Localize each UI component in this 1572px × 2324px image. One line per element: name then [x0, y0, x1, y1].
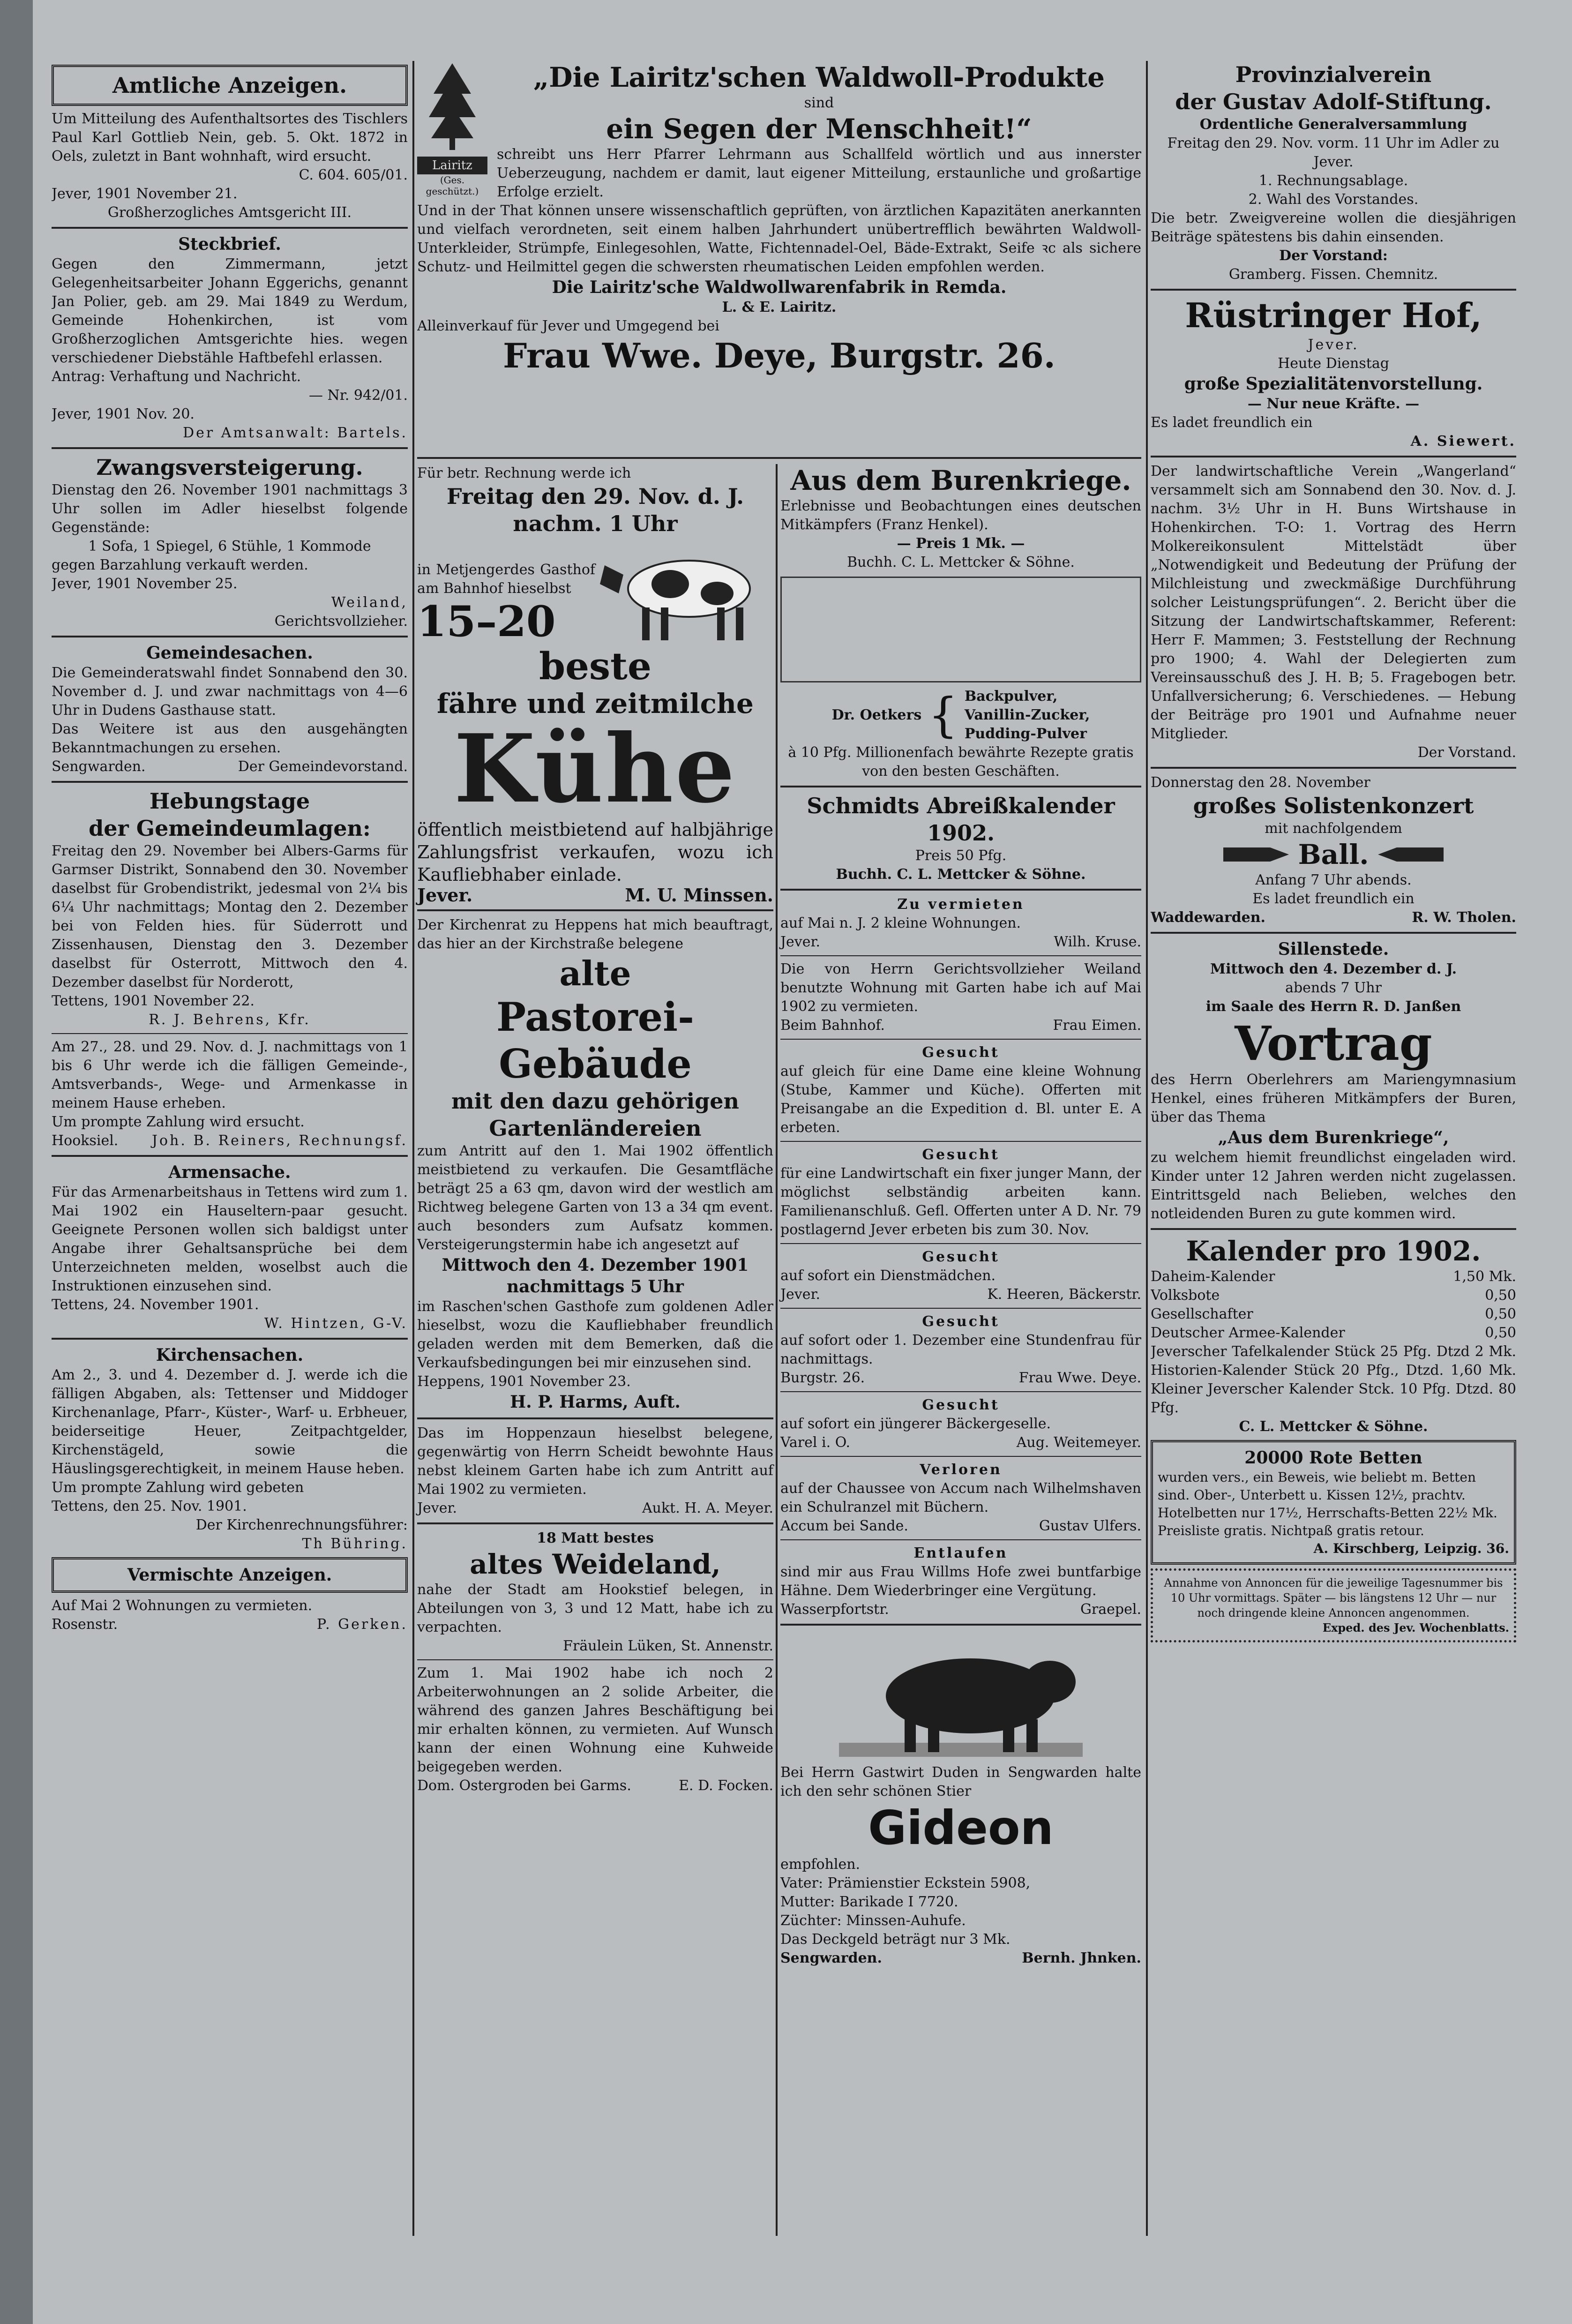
hof-place: Jever.	[1308, 337, 1359, 353]
amtliche-heading: Amtliche Anzeigen.	[112, 73, 347, 98]
pastorei-date: Mittwoch den 4. Dezember 1901	[442, 1255, 749, 1275]
prov-vorstand: Der Vorstand:	[1279, 247, 1388, 264]
ball-banner	[1151, 838, 1516, 871]
vermischt-sig: P. Gerken.	[316, 1616, 408, 1633]
gideon-sig: Bernh. Jhnken.	[1022, 1950, 1141, 1966]
classified-item	[780, 895, 1141, 956]
hebung-sig: R. J. Behrens, Kfr.	[149, 1012, 311, 1028]
hebung-date: Tettens, 1901 November 22.	[52, 993, 255, 1009]
pastorei-sig: H. P. Harms, Auft.	[510, 1392, 681, 1412]
pastorei-body: zum Antritt auf den 1. Mai 1902 öffentlich meistbietend zu verkaufen. Die Gesamtfläche beträgt 25 a 63 qm, davon wird der westlich am Richtweg belegene Garten von 13 a 34 qm event. auch besonders zum Aufsatz kommen. Versteigerungstermin habe ich angesetzt auf	[417, 1143, 773, 1253]
kirchen-heading: Kirchensachen.	[156, 1345, 304, 1365]
betten-sig: A. Kirschberg, Leipzig. 36.	[1313, 1541, 1509, 1556]
kuehe-word: Kühe	[454, 714, 737, 824]
gideon-mutter: Mutter: Barikade I 7720.	[780, 1894, 958, 1910]
lairitz-ad	[417, 61, 1141, 459]
kuehe-intro: Für betr. Rechnung werde ich	[417, 465, 631, 481]
lairitz-names: L. & E. Lairitz.	[722, 299, 837, 315]
oetker-name: Dr. Oetkers	[831, 707, 922, 723]
classified-place: Jever.	[780, 1286, 821, 1303]
kuehe-place: in Metjengerdes Gasthof am Bahnhof hieselbst	[417, 562, 595, 597]
classified-place: Beim Bahnhof.	[780, 1017, 885, 1034]
classified-place: Varel i. O.	[780, 1434, 851, 1451]
kalender-sig: C. L. Mettcker & Söhne.	[1239, 1418, 1428, 1435]
classified-item	[780, 1312, 1141, 1392]
prov-title3: Ordentliche Generalversammlung	[1199, 116, 1467, 133]
hof-kraefte: — Nur neue Kräfte. —	[1247, 396, 1420, 412]
kirche1-place: Hooksiel.	[52, 1132, 119, 1149]
aufenthalt-ref: C. 604. 605/01.	[299, 167, 408, 183]
classified-head: Verloren	[920, 1462, 1002, 1478]
gideon-intro: Bei Herrn Gastwirt Duden in Sengwarden halte ich den sehr schönen Stier	[780, 1764, 1141, 1799]
oetker-price: à 10 Pfg. Millionenfach bewährte Rezepte gratis von den besten Geschäften.	[788, 744, 1134, 780]
classified-item	[780, 960, 1141, 1040]
classified-head: Entlaufen	[913, 1545, 1008, 1561]
kirchen-date: Tettens, den 25. Nov. 1901.	[52, 1498, 247, 1514]
aufenthalt-sig: Großherzogliches Amtsgericht III.	[107, 204, 352, 221]
hoppenzaun-sig: Aukt. H. A. Meyer.	[642, 1500, 773, 1516]
hebung-heading1: Hebungstage	[149, 788, 310, 814]
kirche1-sig: Joh. B. Reiners, Rechnungsf.	[151, 1132, 408, 1149]
column-middle-left	[417, 464, 773, 1795]
pointing-hand-left-icon	[1378, 840, 1444, 869]
gemeinde-place: Sengwarden.	[52, 758, 146, 775]
gideon-place: Sengwarden.	[780, 1950, 882, 1966]
ball-time: Anfang 7 Uhr abends.	[1255, 872, 1412, 888]
bull-icon	[839, 1630, 1083, 1762]
classified-head: Gesucht	[922, 1044, 1000, 1061]
classified-list	[780, 895, 1141, 1626]
konzert-title: großes Solistenkonzert	[1193, 793, 1474, 818]
classified-sig: Gustav Ulfers.	[1039, 1518, 1141, 1534]
pastorei-sub2: Gartenländereien	[489, 1116, 702, 1141]
classified-body: auf sofort ein jüngerer Bäckergeselle.	[780, 1416, 1051, 1432]
prov-item-2: 2. Wahl des Vorstandes.	[1248, 191, 1419, 208]
zwang-tail: gegen Barzahlung verkauft werden.	[52, 557, 308, 573]
annahme-text: Annahme von Annoncen für die jeweilige Tagesnummer bis 10 Uhr vormittags. Später — bis längstens 12 Uhr — nur noch dringende kleine Annoncen angenommen.	[1164, 1576, 1503, 1619]
hebung-text: Freitag den 29. November bei Albers-Garms für Garmser Distrikt, Sonnabend den 30. November daselbst für Grobendistrikt, jedesmal von 2¼ bis 6¼ Uhr nachmittags; Montag den 2. Dezember bei von Felden hies. für Süderrott und Zissenhausen, Dienstag den 3. Dezember daselbst für Osterrott, Mittwoch den 4. Dezember daselbst für Norderott,	[52, 843, 408, 990]
abreiss-title: Schmidts Abreißkalender 1902.	[807, 793, 1115, 846]
classified-body: sind mir aus Frau Willms Hofe zwei buntfarbige Hähne. Dem Wiederbringer eine Vergütung.	[780, 1564, 1141, 1599]
weideland-title: altes Weideland,	[470, 1548, 721, 1580]
oetker-product-2: Vanillin-Zucker,	[964, 707, 1090, 723]
column-right	[1151, 61, 1516, 1646]
buren-body: Erlebnisse und Beobachtungen eines deutschen Mitkämpfers (Franz Henkel).	[780, 498, 1141, 533]
vortrag-body2: zu welchem hiemit freundlichst eingeladen wird. Kinder unter 12 Jahren werden nicht zugelassen. Eintrittsgeld nach Belieben, welches den notleidenden Buren zu gute kommen wird.	[1151, 1149, 1516, 1222]
kalender-item-price: 0,50	[1485, 1287, 1516, 1304]
lairitz-logo	[417, 61, 487, 197]
hof-lad: Es ladet freundlich ein	[1151, 414, 1313, 431]
vermischt-header-box	[52, 1557, 408, 1593]
classified-head: Zu vermieten	[897, 896, 1025, 913]
kalender-item-price: 0,50	[1485, 1325, 1516, 1341]
lairitz-body2: Und in der That können unsere wissenschaftlich geprüften, von ärztlichen Kapazitäten anerkannten und vielfach verordneten, seit einem halben Jahrhundert unübertrefflich bewährten Waldwoll-Unterkleider, Strümpfe, Einlegesohlen, Watte, Fichtennadel-Oel, Bäde-Extrakt, Seife ꝛc als sichere Schutz- und Heilmittel gegen die schwersten rheumatischen Leiden empfohlen werden.	[417, 202, 1141, 275]
gemeinde-sig: Der Gemeindevorstand.	[238, 758, 408, 775]
page-gutter	[0, 0, 33, 2324]
gideon-geld: Das Deckgeld beträgt nur 3 Mk.	[780, 1931, 1011, 1948]
vermischt-text: Auf Mai 2 Wohnungen zu vermieten.	[52, 1597, 313, 1614]
classified-head: Gesucht	[922, 1397, 1000, 1413]
classified-item	[780, 1461, 1141, 1540]
buren-price: — Preis 1 Mk. —	[897, 535, 1025, 552]
kalender-more: Jeverscher Tafelkalender Stück 25 Pfg. Dtzd 2 Mk. Historien-Kalender Stück 20 Pfg., Dtzd. 1,60 Mk. Kleiner Jeverscher Kalender Stck. 10 Pfg. Dtzd. 80 Pfg.	[1151, 1343, 1516, 1416]
ball-sig: R. W. Tholen.	[1412, 909, 1516, 926]
classified-head: Gesucht	[922, 1249, 1000, 1265]
kirchen-sig2: Th Bühring.	[302, 1536, 408, 1552]
classified-sig: Frau Wwe. Deye.	[1018, 1370, 1141, 1386]
lairitz-logo-sub: (Ges. geschützt.)	[426, 174, 479, 197]
kalender-item	[1151, 1286, 1516, 1305]
gemeinde-text2: Das Weitere ist aus den ausgehängten Bekanntmachungen zu ersehen.	[52, 721, 408, 756]
steckbrief-date: Jever, 1901 Nov. 20.	[52, 406, 195, 422]
betten-title: 20000 Rote Betten	[1244, 1448, 1422, 1468]
gideon-vater: Vater: Prämienstier Eckstein 5908,	[780, 1875, 1031, 1891]
lairitz-dealer: Frau Wwe. Deye, Burgstr. 26.	[503, 336, 1055, 375]
buren-seller: Buchh. C. L. Mettcker & Söhne.	[847, 554, 1075, 570]
zwang-heading: Zwangsversteigerung.	[96, 455, 363, 480]
annahme-notice	[1151, 1568, 1516, 1642]
kalender-item	[1151, 1324, 1516, 1342]
aufenthalt-text: Um Mitteilung des Aufenthaltsortes des Tischlers Paul Karl Gottlieb Nein, geb. 5. Okt. 1872 in Oels, zuletzt in Bant wohnhaft, wird ersucht.	[52, 111, 408, 165]
lairitz-fabrik: Die Lairitz'sche Waldwollwarenfabrik in Remda.	[552, 277, 1007, 297]
lairitz-head1: „Die Lairitz'schen Waldwoll-Produkte	[533, 61, 1105, 93]
classified-sig: K. Heeren, Bäckerstr.	[987, 1286, 1141, 1303]
vermischt-place: Rosenstr.	[52, 1616, 118, 1633]
gemeinde-heading: Gemeindesachen.	[146, 643, 313, 663]
classified-item	[780, 1146, 1141, 1244]
kuehe-time: nachm. 1 Uhr	[513, 511, 678, 536]
classified-item	[780, 1043, 1141, 1142]
kirchen-tail: Um prompte Zahlung wird gebeten	[52, 1479, 304, 1496]
kuehe-date: Freitag den 29. Nov. d. J.	[446, 484, 744, 509]
kalender-item-name: Volksbote	[1151, 1287, 1220, 1304]
prov-body2: Die betr. Zweigvereine wollen die diesjährigen Beiträge spätestens bis dahin einsenden.	[1151, 210, 1516, 245]
kuehe-place2: Jever.	[417, 885, 473, 906]
steckbrief-sig: Der Amtsanwalt: Bartels.	[183, 425, 408, 441]
tree-icon	[419, 61, 485, 155]
pastorei-dateline: Heppens, 1901 November 23.	[417, 1373, 631, 1390]
pastorei-intro: Der Kirchenrat zu Heppens hat mich beauftragt, das hier an der Kirchstraße belegene	[417, 917, 773, 952]
classified-item	[780, 1248, 1141, 1309]
hoppenzaun-body: Das im Hoppenzaun hieselbst belegene, gegenwärtig von Herrn Scheidt bewohnte Haus nebst kleinem Garten habe ich zum Antritt auf Mai 1902 zu vermieten.	[417, 1425, 773, 1498]
classified-body: auf Mai n. J. 2 kleine Wohnungen.	[780, 915, 1021, 931]
zwang-items: 1 Sofa, 1 Spiegel, 6 Stühle, 1 Kommode	[88, 538, 371, 555]
kalender-item-name: Gesellschafter	[1151, 1306, 1253, 1322]
kalender-item	[1151, 1305, 1516, 1324]
verein-sig: Der Vorstand.	[1417, 744, 1516, 761]
classified-place: Jever.	[780, 934, 821, 950]
cow-icon	[595, 537, 773, 645]
classified-sig: Aug. Weitemeyer.	[1016, 1434, 1141, 1451]
classified-sig: Wilh. Kruse.	[1054, 934, 1141, 950]
kalender-item	[1151, 1267, 1516, 1286]
pastorei-sub1: mit den dazu gehörigen	[451, 1088, 739, 1114]
column-rule-2	[776, 464, 778, 2236]
zwang-date: Jever, 1901 November 25.	[52, 576, 238, 592]
oetker-product-1: Backpulver,	[964, 688, 1058, 705]
lairitz-head-sind: sind	[804, 95, 834, 111]
prov-body: Freitag den 29. Nov. vorm. 11 Uhr im Adler zu Jever.	[1167, 135, 1500, 170]
lairitz-head2: ein Segen der Menschheit!“	[606, 113, 1032, 145]
pastorei-alte: alte	[559, 953, 631, 993]
hoppenzaun-place: Jever.	[417, 1500, 457, 1516]
ball-lad: Es ladet freundlich ein	[1252, 891, 1415, 907]
kalender-title: Kalender pro 1902.	[1186, 1235, 1481, 1267]
classified-sig: Graepel.	[1080, 1601, 1141, 1618]
classified-place: Accum bei Sande.	[780, 1518, 908, 1534]
vermischt-heading: Vermischte Anzeigen.	[127, 1565, 332, 1585]
classified-head: Gesucht	[922, 1147, 1000, 1163]
kalender-list	[1151, 1267, 1516, 1342]
konzert-date: Donnerstag den 28. November	[1151, 774, 1370, 791]
ball-place: Waddewarden.	[1151, 909, 1265, 926]
classified-head: Gesucht	[922, 1313, 1000, 1330]
gideon-zuechter: Züchter: Minssen-Auhufe.	[780, 1912, 966, 1929]
column-middle-right	[780, 464, 1141, 1968]
buren-title: Aus dem Burenkriege.	[790, 465, 1131, 496]
weideland-body: nahe der Stadt am Hookstief belegen, in Abteilungen von 3, 3 und 12 Matt, habe ich zu verpachten.	[417, 1582, 773, 1635]
kirche1-tail: Um prompte Zahlung wird ersucht.	[52, 1114, 305, 1130]
classified-body: Die von Herrn Gerichtsvollzieher Weiland benutzte Wohnung mit Garten habe ich auf Mai 1902 zu vermieten.	[780, 961, 1141, 1015]
classified-sig: Frau Eimen.	[1053, 1017, 1141, 1034]
classified-place: Wasserpfortstr.	[780, 1601, 889, 1618]
prov-names: Gramberg. Fissen. Chemnitz.	[1228, 266, 1438, 283]
weideland-sig: Fräulein Lüken, St. Annenstr.	[563, 1638, 773, 1654]
prov-title2: der Gustav Adolf-Stiftung.	[1175, 89, 1492, 114]
abreiss-price: Preis 50 Pfg.	[915, 847, 1007, 864]
kalender-item-price: 1,50 Mk.	[1453, 1268, 1516, 1285]
armen-text: Für das Armenarbeitshaus in Tettens wird zum 1. Mai 1902 ein Hauseltern-paar gesucht. Geeignete Personen wollen sich baldigst unter Angabe ihrer Gehaltsansprüche bei dem Unterzeichneten melden, woselbst auch die Instruktionen einzusehen sind.	[52, 1184, 408, 1294]
betten-body: wurden vers., ein Beweis, wie beliebt m. Betten sind. Ober-, Unterbett u. Kissen 12½, prachtv. Hotelbetten nur 17½, Herrschafts-Betten 22½ Mk. Preisliste gratis. Nichtpaß gratis retour.	[1158, 1469, 1497, 1538]
kuehe-body: öffentlich meistbietend auf halbjährige Zahlungsfrist verkaufen, wozu ich Kaufliebhaber einlade.	[417, 819, 773, 885]
bull-illustration	[780, 1630, 1141, 1763]
kalender-item-price: 0,50	[1485, 1306, 1516, 1322]
lairitz-body1: schreibt uns Herr Pfarrer Lehrmann aus Schallfeld wörtlich und aus innerster Ueberzeugung, nachdem er damit, laut eigener Mitteilung, erstaunliche und großartige Erfolge erzielt.	[497, 146, 1141, 200]
kuehe-beste: beste	[539, 644, 651, 688]
oetker-ad: Dr. Oetkers { Backpulver, Vanillin-Zucker, Pudding-Pulver	[831, 688, 1090, 742]
gideon-name: Gideon	[868, 1800, 1054, 1855]
column-rule-3	[1146, 61, 1148, 2236]
pastorei-time: nachmittags 5 Uhr	[506, 1277, 684, 1297]
kuehe-count: 15–20	[417, 597, 556, 646]
oetker-image-box	[780, 577, 1141, 682]
arbeiterwohn-body: Zum 1. Mai 1902 habe ich noch 2 Arbeiterwohnungen an 2 solide Arbeiter, die während des ganzen Jahres Beschäftigung bei mir erhalten können, zu vermieten. Auf Wunsch kann der einen Wohnung eine Kuhweide beigegeben werden.	[417, 1665, 773, 1775]
hof-sig: A. Siewert.	[1410, 433, 1516, 450]
gemeinde-text: Die Gemeinderatswahl findet Sonnabend den 30. November d. J. und zwar nachmittags von 4—6 Uhr in Dudens Gasthause statt.	[52, 665, 408, 719]
pointing-hand-icon	[1223, 840, 1289, 869]
weideland-intro: 18 Matt bestes	[537, 1530, 654, 1546]
oetker-product-3: Pudding-Pulver	[964, 726, 1087, 742]
vortrag-place: im Saale des Herrn R. D. Janßen	[1205, 998, 1461, 1015]
classified-item	[780, 1396, 1141, 1457]
kirche1-text: Am 27., 28. und 29. Nov. d. J. nachmittags von 1 bis 6 Uhr werde ich die fälligen Gemeinde-, Amtsverbands-, Wege- und Armenkasse in meinem Hause erheben.	[52, 1039, 408, 1111]
vortrag-time: abends 7 Uhr	[1285, 980, 1382, 996]
column-official	[52, 61, 408, 1634]
kirchen-text: Am 2., 3. und 4. Dezember d. J. werde ich die fälligen Abgaben, als: Tettenser und Middoger Kirchenanlage, Pfarr-, Küster-, Warf- u. Erbheuer, beiderseitige Heuer, Zeitpachtgelder, Kirchenstägeld, sowie die Häuslingsgerechtigkeit, in meinem Hause heben.	[52, 1367, 408, 1477]
armen-date: Tettens, 24. November 1901.	[52, 1297, 259, 1313]
konzert-mit: mit nachfolgendem	[1265, 820, 1402, 837]
kalender-item-name: Daheim-Kalender	[1151, 1268, 1275, 1285]
kalender-item-name: Deutscher Armee-Kalender	[1151, 1325, 1345, 1341]
hebung-heading2: der Gemeindeumlagen:	[89, 816, 371, 841]
zwang-sig1: Weiland,	[331, 594, 408, 611]
hof-heute: Heute Dienstag	[1278, 355, 1389, 372]
armen-sig: W. Hintzen, G-V.	[264, 1315, 408, 1332]
classified-body: auf sofort oder 1. Dezember eine Stundenfrau für nachmittags.	[780, 1332, 1141, 1367]
betten-ad	[1151, 1440, 1516, 1565]
zwang-text: Dienstag den 26. November 1901 nachmittags 3 Uhr sollen im Adler hieselbst folgende Gegenstände:	[52, 482, 408, 536]
column-rule-1	[412, 61, 414, 2236]
lairitz-logo-label: Lairitz	[417, 157, 487, 174]
abreiss-seller: Buchh. C. L. Mettcker & Söhne.	[836, 866, 1086, 883]
sillen-title: Sillenstede.	[1278, 939, 1389, 959]
pastorei-title: Pastorei-Gebäude	[496, 994, 694, 1087]
vortrag-title: Vortrag	[1235, 1016, 1432, 1071]
zwang-sig2: Gerichtsvollzieher.	[274, 613, 408, 630]
kirchen-sig1: Der Kirchenrechnungsführer:	[195, 1517, 408, 1533]
prov-title1: Provinzialverein	[1235, 62, 1432, 87]
steckbrief-heading: Steckbrief.	[178, 234, 281, 254]
classified-body: für eine Landwirtschaft ein fixer junger Mann, der möglichst selbständig arbeiten kann. Familienanschluß. Gefl. Offerten unter A D. Nr. 79 postlagernd Jever erbeten bis zum 30. Nov.	[780, 1165, 1141, 1238]
classified-body: auf der Chaussee von Accum nach Wilhelmshaven ein Schulranzel mit Büchern.	[780, 1480, 1141, 1515]
arbeiterwohn-place: Dom. Ostergroden bei Garms.	[417, 1777, 631, 1794]
vortrag-theme: „Aus dem Burenkriege“,	[1218, 1128, 1449, 1147]
aufenthalt-date: Jever, 1901 November 21.	[52, 186, 238, 202]
vortrag-body: des Herrn Oberlehrers am Mariengymnasium Henkel, eines früheren Mitkämpfers der Buren, über das Thema	[1151, 1072, 1516, 1125]
hof-show: große Spezialitätenvorstellung.	[1184, 374, 1483, 394]
armen-heading: Armensache.	[168, 1162, 291, 1182]
steckbrief-text: Gegen den Zimmermann, jetzt Gelegenheitsarbeiter Johann Eggerichs, genannt Jan Polier, geb. am 29. Mai 1849 zu Werdum, Gemeinde Hohenkirchen, ist vom Großherzoglichen Amtsgerichte hies. wegen verschiedener Diebstähle Haftbefehl erlassen.	[52, 256, 408, 366]
amtliche-header-box	[52, 65, 408, 106]
lairitz-rule	[417, 457, 1141, 459]
verein-text: Der landwirtschaftliche Verein „Wangerland“ versammelt sich am Sonnabend den 30. Nov. d. J. nachm. 3½ Uhr in H. Buns Wirtshause in Hohenkirchen. T-O: 1. Vortrag des Herrn Molkereikonsulent Mittelstädt über „Notwendigkeit und Bedeutung der Prüfung der Milchleistung und zweckmäßige Durchführung solcher Leistungsprüfungen“. 2. Bericht über die Sitzung der Landwirtschaftskammer, Referent: Herr F. Mammen; 3. Feststellung der Rechnung pro 1900; 4. Wahl der Delegierten zum Vereinsausschuß des J. H. B; 5. Fragebogen betr. Unfallversicherung; 6. Verschiedenes. — Hebung der Beiträge pro 1901 und Aufnahme neuer Mitglieder.	[1151, 463, 1516, 742]
kuehe-sig: M. U. Minssen.	[625, 885, 773, 906]
prov-item-1: 1. Rechnungsablage.	[1258, 172, 1408, 189]
arbeiterwohn-sig: E. D. Focken.	[679, 1777, 773, 1794]
classified-place: Burgstr. 26.	[780, 1370, 865, 1386]
lairitz-vertrieb: Alleinverkauf für Jever und Umgegend bei	[417, 318, 719, 334]
steckbrief-antrag: Antrag: Verhaftung und Nachricht.	[52, 368, 301, 385]
kuehe-adj: fähre und zeitmilche	[437, 688, 754, 720]
classified-body: auf gleich für eine Dame eine kleine Wohnung (Stube, Kammer und Küche). Offerten mit Preisangabe an die Expedition d. Bl. unter E. A erbeten.	[780, 1063, 1141, 1136]
classified-item	[780, 1544, 1141, 1626]
ball-title: Ball.	[1298, 839, 1369, 870]
pastorei-body2: im Raschen'schen Gasthofe zum goldenen Adler hieselbst, wozu die Kaufliebhaber freundlich geladen werden mit dem Bemerken, daß die Verkaufsbedingungen bei mir einzusehen sind.	[417, 1298, 773, 1371]
steckbrief-ref: — Nr. 942/01.	[309, 387, 408, 404]
vortrag-date: Mittwoch den 4. Dezember d. J.	[1210, 961, 1457, 977]
hof-title: Rüstringer Hof,	[1185, 295, 1482, 335]
classified-body: auf sofort ein Dienstmädchen.	[780, 1267, 996, 1284]
gideon-empf: empfohlen.	[780, 1856, 861, 1873]
annahme-sig: Exped. des Jev. Wochenblatts.	[1322, 1621, 1509, 1634]
